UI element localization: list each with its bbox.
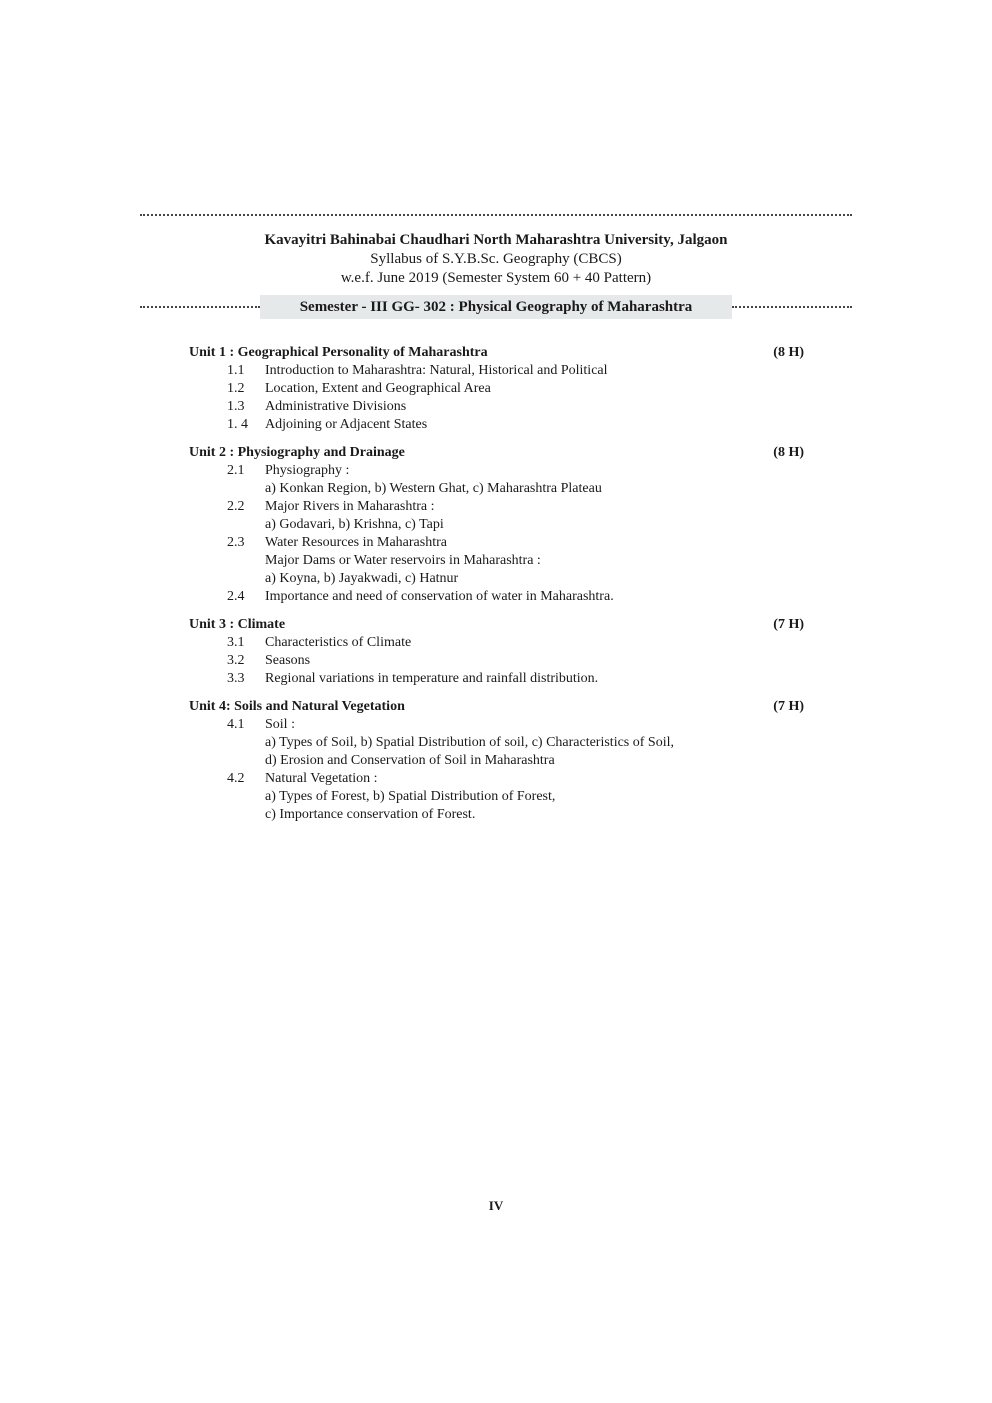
unit-heading <box>189 698 804 716</box>
topic-number: 3.1 <box>227 635 245 650</box>
topic-number: 1. 4 <box>227 417 248 432</box>
topic-subitem: a) Koyna, b) Jayakwadi, c) Hatnur <box>265 571 459 586</box>
unit-heading <box>189 344 804 362</box>
topic-text: Major Rivers in Maharashtra : <box>265 499 435 514</box>
topic-number: 3.2 <box>227 653 245 668</box>
topic-subitem: a) Types of Forest, b) Spatial Distribution of Forest, <box>265 789 556 804</box>
topic-text: Physiography : <box>265 463 350 478</box>
topic-number: 1.2 <box>227 381 245 396</box>
unit-hours: (7 H) <box>773 617 804 632</box>
topic-number: 2.3 <box>227 535 245 550</box>
semester-banner <box>140 295 852 319</box>
topic-text: Natural Vegetation : <box>265 771 378 786</box>
unit-hours: (8 H) <box>773 445 804 460</box>
topic-item <box>189 652 804 670</box>
topic-item <box>189 380 804 398</box>
topic-number: 2.4 <box>227 589 245 604</box>
topic-item <box>189 534 804 552</box>
topic-number: 2.1 <box>227 463 245 478</box>
topic-text: Regional variations in temperature and rainfall distribution. <box>265 671 599 686</box>
topic-subitem: c) Importance conservation of Forest. <box>265 807 476 822</box>
syllabus-title: Syllabus of S.Y.B.Sc. Geography (CBCS) <box>370 251 622 267</box>
topic-item <box>189 462 804 480</box>
left-dotted-rule <box>140 306 260 308</box>
topic-item <box>189 498 804 516</box>
topic-item <box>189 362 804 380</box>
topic-number: 4.1 <box>227 717 245 732</box>
unit-title: Unit 3 : Climate <box>189 617 286 632</box>
topic-number: 2.2 <box>227 499 245 514</box>
topic-item <box>189 770 804 788</box>
topic-number: 1.3 <box>227 399 245 414</box>
unit-title: Unit 4: Soils and Natural Vegetation <box>189 699 405 714</box>
topic-number: 1.1 <box>227 363 245 378</box>
topic-text: Location, Extent and Geographical Area <box>265 381 491 396</box>
unit-section <box>189 444 804 606</box>
topic-text: Water Resources in Maharashtra <box>265 535 447 550</box>
topic-subitem: d) Erosion and Conservation of Soil in Maharashtra <box>265 753 555 768</box>
topic-subitem: Major Dams or Water reservoirs in Maharashtra : <box>265 553 541 568</box>
unit-hours: (7 H) <box>773 699 804 714</box>
topic-item <box>189 670 804 688</box>
topic-text: Characteristics of Climate <box>265 635 412 650</box>
unit-heading <box>189 616 804 634</box>
topic-text: Introduction to Maharashtra: Natural, Historical and Political <box>265 363 608 378</box>
topic-text: Adjoining or Adjacent States <box>265 417 428 432</box>
topic-item <box>189 634 804 652</box>
topic-text: Soil : <box>265 717 295 732</box>
right-dotted-rule <box>732 306 852 308</box>
topic-text: Seasons <box>265 653 311 668</box>
topic-item <box>189 398 804 416</box>
document-header <box>140 230 852 288</box>
unit-title: Unit 2 : Physiography and Drainage <box>189 445 405 460</box>
topic-item <box>189 716 804 734</box>
topic-number: 3.3 <box>227 671 245 686</box>
unit-section <box>189 698 804 824</box>
top-dotted-rule <box>140 214 852 216</box>
page-number: IV <box>488 1198 504 1213</box>
unit-section <box>189 344 804 434</box>
unit-section <box>189 616 804 688</box>
topic-item <box>189 588 804 606</box>
effective-date: w.e.f. June 2019 (Semester System 60 + 40 Pattern) <box>340 270 652 286</box>
topic-text: Importance and need of conservation of water in Maharashtra. <box>265 589 614 604</box>
unit-title: Unit 1 : Geographical Personality of Maharashtra <box>189 345 488 360</box>
syllabus-units <box>189 344 804 834</box>
university-name: Kavayitri Bahinabai Chaudhari North Maharashtra University, Jalgaon <box>264 232 728 248</box>
topic-text: Administrative Divisions <box>265 399 407 414</box>
unit-hours: (8 H) <box>773 345 804 360</box>
topic-subitem: a) Godavari, b) Krishna, c) Tapi <box>265 517 444 532</box>
topic-subitem: a) Types of Soil, b) Spatial Distribution of soil, c) Characteristics of Soil, <box>265 735 674 750</box>
topic-subitem: a) Konkan Region, b) Western Ghat, c) Maharashtra Plateau <box>265 481 602 496</box>
unit-heading <box>189 444 804 462</box>
topic-number: 4.2 <box>227 771 245 786</box>
topic-item <box>189 416 804 434</box>
semester-title: Semester - III GG- 302 : Physical Geography of Maharashtra <box>260 295 732 319</box>
